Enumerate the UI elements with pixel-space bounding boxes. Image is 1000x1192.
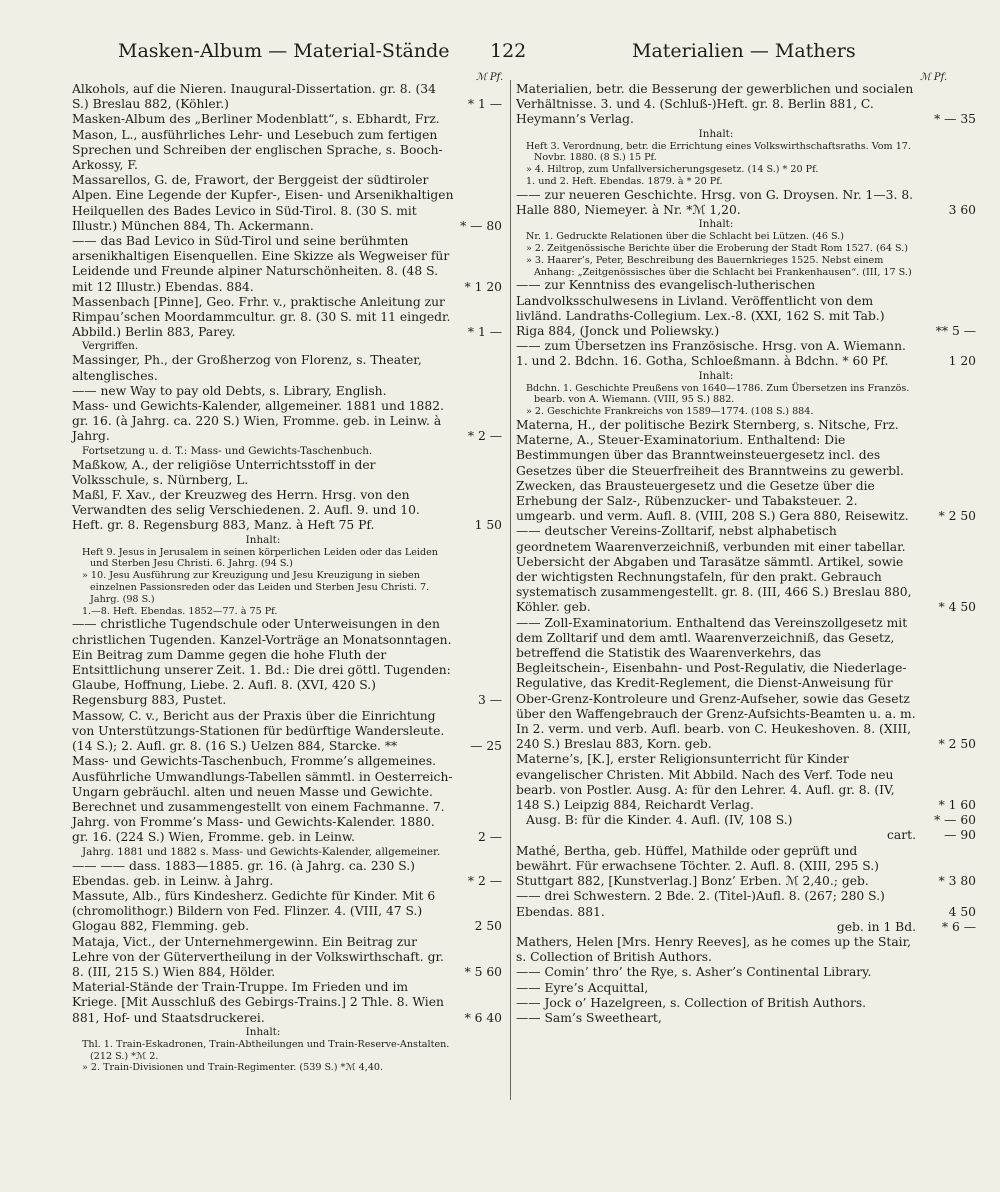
catalog-entry	[516, 339, 976, 369]
catalog-entry	[516, 278, 976, 339]
entry-text: Massow, C. v., Bericht aus der Praxis über die Einrichtung von Unterstützungs-Stationen für bedürftige Wandersleute. (14 S.); 2. Aufl. gr. 8. (16 S.) Uelzen 884, Starcke. **	[72, 708, 445, 754]
catalog-entry	[72, 82, 502, 112]
catalog-entry	[516, 889, 976, 919]
entry-price: * 2 50	[938, 737, 976, 752]
catalog-entry	[516, 218, 964, 231]
catalog-entry	[516, 524, 976, 615]
entry-price: 2 —	[477, 830, 502, 845]
entry-price: * — 80	[460, 218, 502, 233]
entry-price: 1 20	[948, 354, 976, 369]
catalog-entry	[516, 813, 976, 828]
entry-price: * 3 80	[938, 874, 976, 889]
entry-price: * 2 —	[467, 429, 502, 444]
entry-price: — 25	[470, 739, 502, 754]
catalog-entry	[516, 370, 964, 383]
catalog-entry	[516, 433, 976, 524]
entry-price: * 5 60	[464, 964, 502, 979]
entry-price: * 1 60	[938, 798, 976, 813]
catalog-entry	[72, 754, 502, 845]
catalog-entry	[72, 570, 502, 605]
catalog-entry	[72, 534, 502, 547]
entry-price: * 2 50	[938, 509, 976, 524]
entry-text: —— —— dass. 1883—1885. gr. 16. (à Jahrg. ca. 230 S.) Ebendas. geb. in Leinw. à Jahrg.	[72, 858, 415, 888]
catalog-entry	[72, 935, 502, 981]
entry-text: Heft 3. Verordnung, betr. die Errichtung eines Volkswirthschaftsraths. Vom 17. Novbr. 1880. (8 S.) 15 Pf.	[526, 140, 911, 164]
entry-text: Mataja, Vict., der Unternehmergewinn. Ein Beitrag zur Lehre von der Gütervertheilung in der Volkswirthschaft. gr. 8. (III, 215 S.) Wien 884, Hölder.	[72, 934, 444, 979]
catalog-entry	[72, 458, 502, 488]
entry-text: Massute, Alb., fürs Kindesherz. Gedichte für Kinder. Mit 6 (chromolithogr.) Bildern von Fed. Flinzer. 4. (VIII, 47 S.) Glogau 882, Flemming. geb.	[72, 888, 436, 934]
entry-text: —— Comin’ thro’ the Rye, s. Asher’s Continental Library.	[516, 965, 872, 980]
entry-text: —— das Bad Levico in Süd-Tirol und seine berühmten arsenikhaltigen Eisenquellen. Eine Skizze als Wegweiser für Leidende und Freunde alpiner Naturschönheiten. 8. (48 S. mit 12 Illustr.) Ebendas. 884.	[72, 234, 450, 294]
catalog-entry	[72, 606, 502, 618]
entry-text: cart.	[887, 828, 916, 843]
catalog-entry	[72, 112, 502, 127]
catalog-entry	[516, 843, 976, 890]
catalog-entry	[72, 173, 502, 234]
catalog-entry	[516, 383, 964, 407]
entry-text: Massenbach [Pinne], Geo. Frhr. v., praktische Anleitung zur Rimpau’schen Moordammcultur. gr. 8. (30 S. mit 11 eingedr. Abbild.) Berlin 883, Parey.	[72, 294, 451, 340]
catalog-entry	[516, 1011, 964, 1026]
catalog-entry	[516, 981, 964, 996]
entry-text: —— deutscher Vereins-Zolltarif, nebst alphabetisch geordnetem Waarenverzeichniß, verbunden mit einer tabellar. Uebersicht der Abgaben und Tarasätze sämmtl. Artikel, sowie der wichtigsten Rechnungstafeln, für den prakt. Gebrauch systematisch zusammengestellt. gr. 8. (III, 466 S.) Breslau 880, Köhler. geb.	[516, 524, 912, 615]
entry-text: » 10. Jesu Ausführung zur Kreuzigung und Jesu Kreuzigung in sieben einzelnen Passionsreden oder das Leiden und Sterben Jesu Christi. 7. Jahrg. (98 S.)	[82, 570, 430, 605]
entry-text: —— zum Übersetzen ins Französische. Hrsg. von A. Wiemann. 1. und 2. Bdchn. 16. Gotha, Schloeßmann. à Bdchn. * 60 Pf.	[516, 339, 906, 369]
catalog-entry	[72, 1026, 502, 1039]
entry-text: » 4. Hiltrop, zum Unfallversicherungsgesetz. (14 S.) * 20 Pf.	[526, 164, 819, 176]
catalog-entry	[72, 547, 502, 571]
entry-text: Fortsetzung u. d. T.: Mass- und Gewichts-Taschenbuch.	[82, 444, 373, 457]
entry-text: Massinger, Ph., der Großherzog von Florenz, s. Theater, altenglisches.	[72, 353, 422, 383]
catalog-entry	[516, 82, 976, 128]
catalog-entry	[72, 617, 502, 708]
catalog-entry	[516, 141, 964, 165]
entry-text: Maßl, F. Xav., der Kreuzweg des Herrn. Hrsg. von den Verwandten des selig Verschiedenen. 2. Aufl. 9. und 10. Heft. gr. 8. Regensburg 883, Manz. à Heft 75 Pf.	[72, 488, 420, 533]
catalog-entry	[72, 980, 502, 1026]
entry-text: —— Jock o’ Hazelgreen, s. Collection of British Authors.	[516, 995, 867, 1010]
currency-heading-right: ℳ Pf.	[920, 72, 948, 83]
entry-price: 1 50	[474, 518, 502, 533]
entry-text: Ausg. B: für die Kinder. 4. Aufl. (IV, 108 S.)	[526, 813, 793, 828]
catalog-entry	[72, 340, 502, 353]
entry-text: —— drei Schwestern. 2 Bde. 2. (Titel-)Aufl. 8. (267; 280 S.) Ebendas. 881.	[516, 889, 885, 919]
catalog-entry	[516, 255, 964, 279]
entry-price: * — 60	[934, 813, 976, 828]
catalog-entry	[516, 919, 976, 935]
entry-text: Mathé, Bertha, geb. Hüffel, Mathilde oder geprüft und bewährt. Für erwachsene Töchter. 2. Aufl. 8. (XIII, 295 S.) Stuttgart 882, [Kunstverlag.] Bonz’ Erben. ℳ 2,40.; geb.	[516, 843, 879, 889]
running-head-left: Masken-Album — Material-Stände	[118, 40, 450, 62]
entry-price: * 1 —	[467, 97, 502, 112]
entry-text: Nr. 1. Gedruckte Relationen über die Schlacht bei Lützen. (46 S.)	[526, 231, 845, 243]
entry-text: Masken-Album des „Berliner Modenblatt“, s. Ebhardt, Frz.	[72, 112, 440, 127]
entry-price: * — 35	[934, 112, 976, 127]
entry-text: Alkohols, auf die Nieren. Inaugural-Dissertation. gr. 8. (34 S.) Breslau 882, (Köhler.)	[72, 82, 436, 112]
catalog-entry	[516, 187, 976, 218]
entry-text: Mason, L., ausführliches Lehr- und Lesebuch zum fertigen Sprechen und Schreiben der englischen Sprache, s. Booch-Arkossy, F.	[72, 127, 443, 173]
entry-price: ** 5 —	[935, 324, 976, 338]
entry-price: 2 50	[474, 919, 502, 934]
catalog-entry	[72, 384, 502, 399]
entry-text: Thl. 1. Train-Eskadronen, Train-Abtheilungen und Train-Reserve-Anstalten. (212 S.) *ℳ 2.	[82, 1038, 450, 1062]
catalog-entry	[516, 243, 964, 255]
catalog-entry	[516, 418, 964, 433]
entry-text: » 2. Zeitgenössische Berichte über die Eroberung der Stadt Rom 1527. (64 S.)	[526, 243, 909, 254]
entry-text: 1.—8. Heft. Ebendas. 1852—77. à 75 Pf.	[82, 605, 278, 617]
catalog-entry	[72, 859, 502, 889]
left-column	[72, 82, 502, 1074]
catalog-entry	[72, 846, 502, 859]
entry-price: * 1 20	[464, 279, 502, 294]
catalog-entry	[516, 828, 976, 843]
catalog-entry	[72, 353, 502, 383]
entry-text: Vergriffen.	[82, 340, 139, 353]
entry-text: Mathers, Helen [Mrs. Henry Reeves], as he comes up the Stair, s. Collection of British Authors.	[516, 934, 912, 965]
entry-text: —— christliche Tugendschule oder Unterweisungen in den christlichen Tugenden. Kanzel-Vorträge an Monatsonntagen. Ein Beitrag zum Damme gegen die hohe Fluth der Entsittlichung unserer Zeit. 1. Bd.: Die drei göttl. Tugenden: Glaube, Hoffnung, Liebe. 2. Aufl. 8. (XVI, 420 S.) Regensburg 883, Pustet.	[72, 617, 452, 708]
running-head-right: Materialien — Mathers	[632, 40, 856, 62]
catalog-entry	[72, 1039, 502, 1063]
entry-text: Mass- und Gewichts-Taschenbuch, Fromme’s allgemeines. Ausführliche Umwandlungs-Tabellen sämmtl. in Oesterreich-Ungarn gebräuchl. alten und neuen Masse und Gewichte. Berechnet und zusammengestellt von einem Fachmanne. 7. Jahrg. von Fromme’s Mass- und Gewichts-Kalender. 1880. gr. 16. (224 S.) Wien, Fromme. geb. in Leinw.	[72, 754, 453, 845]
entry-text: Materna, H., der politische Bezirk Sternberg, s. Nitsche, Frz.	[516, 418, 899, 432]
entry-text: » 2. Train-Divisionen und Train-Regimenter. (539 S.) *ℳ 4,40.	[82, 1062, 384, 1074]
entry-price: — 90	[944, 828, 976, 843]
currency-heading-left: ℳ Pf.	[476, 72, 504, 83]
catalog-entry	[72, 128, 502, 174]
catalog-entry	[516, 176, 964, 188]
right-column	[516, 82, 976, 1026]
entry-price: * 1 —	[467, 325, 502, 340]
entry-price: * 6 40	[464, 1010, 502, 1025]
catalog-entry	[516, 406, 964, 418]
entry-text: —— Zoll-Examinatorium. Enthaltend das Vereinszollgesetz mit dem Zolltarif und dem amtl. Waarenverzeichniß, das Gesetz, betreffend die Statistik des Waarenverkehrs, das Begleitschein-, Eisenbahn- und Post-Regulativ, die Niederlage-Regulative, das Kredit-Reglement, die Dienst-Anweisung für Ober-Grenz-Kontroleure und Grenz-Aufseher, sowie das Gesetz über den Waffengebrauch der Grenz-Aufsichts-Beamten u. a. m. In 2. verm. und verb. Aufl. bearb. von C. Heukeshoven. 8. (XIII, 240 S.) Breslau 883, Korn. geb.	[516, 615, 916, 752]
catalog-entry	[72, 445, 502, 458]
entry-text: Materialien, betr. die Besserung der gewerblichen und socialen Verhältnisse. 3. und 4. (Schluß-)Heft. gr. 8. Berlin 881, C. Heymann’s Verlag.	[516, 82, 914, 127]
entry-text: Heft 9. Jesus in Jerusalem in seinen körperlichen Leiden oder das Leiden und Sterben Jesu Christi. 6. Jahrg. (94 S.)	[82, 546, 438, 570]
catalog-entry	[72, 399, 502, 445]
catalog-entry	[72, 1062, 502, 1074]
entry-text: —— Sam’s Sweetheart,	[516, 1010, 662, 1025]
catalog-entry	[516, 752, 976, 813]
catalog-entry	[72, 709, 502, 755]
catalog-entry	[72, 488, 502, 534]
catalog-entry	[516, 128, 964, 141]
entry-text: » 2. Geschichte Frankreichs von 1589—1774. (108 S.) 884.	[526, 406, 814, 418]
entry-text: Materne, A., Steuer-Examinatorium. Enthaltend: Die Bestimmungen über das Branntweinsteuergesetz incl. des Gesetzes über die Steuerfreiheit des Branntweins zu gewerbl. Zwecken, das Brausteuergesetz und die Gesetze über die Erhebung der Salz-, Rübenzucker- und Tabaksteuer. 2. umgearb. und verm. Aufl. 8. (VIII, 208 S.) Gera 880, Reisewitz.	[516, 433, 909, 524]
entry-text: Inhalt:	[245, 533, 281, 546]
entry-text: Massarellos, G. de, Frawort, der Berggeist der südtiroler Alpen. Eine Legende der Kupfer-, Eisen- und Arsenikhaltigen Heilquellen des Bades Levico in Süd-Tirol. 8. (30 S. mit Illustr.) München 884, Th. Ackermann.	[72, 173, 454, 233]
catalog-entry	[516, 615, 976, 753]
page-number: 122	[490, 40, 527, 62]
entry-price: 3 60	[948, 203, 976, 217]
entry-text: —— zur neueren Geschichte. Hrsg. von G. Droysen. Nr. 1—3. 8. Halle 880, Niemeyer. à Nr. *ℳ 1,20.	[516, 187, 914, 217]
entry-text: Jahrg. 1881 und 1882 s. Mass- und Gewichts-Kalender, allgemeiner.	[82, 845, 441, 858]
catalog-entry	[72, 889, 502, 935]
entry-text: Mass- und Gewichts-Kalender, allgemeiner. 1881 und 1882. gr. 16. (à Jahrg. ca. 220 S.) Wien, Fromme. geb. in Leinw. à Jahrg.	[72, 399, 444, 444]
entry-text: —— zur Kenntniss des evangelisch-lutherischen Landvolksschulwesens in Livland. Veröffentlicht von dem livländ. Landraths-Collegium. Lex.-8. (XXI, 162 S. mit Tab.) Riga 884, (Jonck und Poliewsky.)	[516, 278, 885, 338]
catalog-entry	[516, 164, 964, 176]
entry-text: 1. und 2. Heft. Ebendas. 1879. à * 20 Pf.	[526, 176, 723, 187]
entry-text: Inhalt:	[698, 218, 734, 231]
entry-price: * 6 —	[941, 919, 976, 934]
entry-text: —— new Way to pay old Debts, s. Library, English.	[72, 383, 387, 398]
entry-text: geb. in 1 Bd.	[836, 919, 916, 934]
catalog-entry	[516, 996, 964, 1011]
entry-price: * 2 —	[467, 873, 502, 888]
entry-text: —— Eyre’s Acquittal,	[516, 980, 649, 995]
entry-text: Materne’s, [K.], erster Religionsunterricht für Kinder evangelischer Christen. Mit Abbild. Nach des Verf. Tode neu bearb. von Postler. Ausg. A: für den Lehrer. 4. Aufl. gr. 8. (IV, 148 S.) Leipzig 884, Reichardt Verlag.	[516, 752, 895, 813]
entry-text: Inhalt:	[698, 127, 734, 140]
entry-text: Material-Stände der Train-Truppe. Im Frieden und im Kriege. [Mit Ausschluß des Gebirgs-Trains.] 2 Thle. 8. Wien 881, Hof- und Staatsdruckerei.	[72, 980, 444, 1025]
catalog-entry	[516, 231, 964, 243]
entry-text: » 3. Haarer’s, Peter, Beschreibung des Bauernkrieges 1525. Nebst einem Anhang: „Zeitgenössisches über die Schlacht bei Frankenhausen“. (III, 17 S.)	[526, 254, 912, 278]
entry-text: Bdchn. 1. Geschichte Preußens von 1640—1786. Zum Übersetzen ins Französ. bearb. von A. Wiemann. (VIII, 95 S.) 882.	[526, 382, 910, 406]
catalog-entry	[516, 965, 964, 980]
entry-text: Inhalt:	[698, 369, 734, 382]
entry-price: * 4 50	[938, 600, 976, 615]
entry-text: Maßkow, A., der religiöse Unterrichtsstoff in der Volksschule, s. Nürnberg, L.	[72, 457, 376, 487]
entry-text: Inhalt:	[245, 1025, 281, 1038]
column-divider	[510, 80, 511, 1100]
entry-price: 4 50	[948, 904, 976, 919]
entry-price: 3 —	[477, 693, 502, 708]
catalog-entry	[516, 935, 964, 965]
catalog-entry	[72, 234, 502, 295]
catalog-entry	[72, 295, 502, 341]
